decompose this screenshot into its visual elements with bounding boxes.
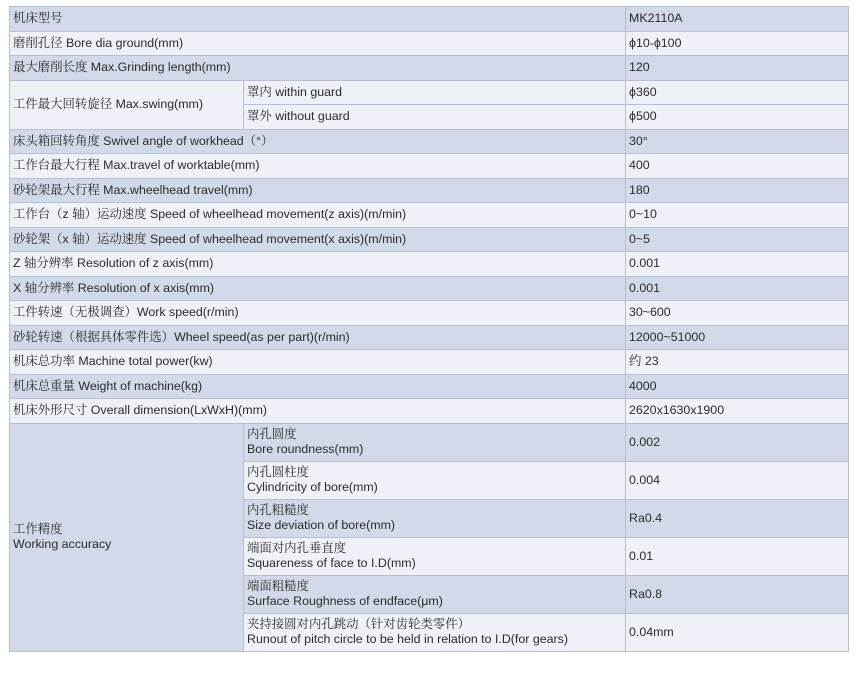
row-value: 400 [626,154,849,179]
accuracy-item [244,423,626,461]
row-value: 12000~51000 [626,325,849,350]
accuracy-label-cn: 工作精度 [13,522,63,536]
row-value: 0.001 [626,252,849,277]
row-label: 机床总重量 Weight of machine(kg) [10,374,626,399]
accuracy-item [244,499,626,537]
accuracy-item [244,575,626,613]
swing-sub-label: 罩内 within guard [244,80,626,105]
row-label: 工件转速（无极调查）Work speed(r/min) [10,301,626,326]
row-value: 180 [626,178,849,203]
table-row [10,301,849,326]
row-value: ϕ360 [626,80,849,105]
accuracy-item-en: Surface Roughness of endface(μm) [247,594,443,608]
row-value: 0.01 [626,537,849,575]
row-value: ϕ10-ϕ100 [626,31,849,56]
row-value: 0~10 [626,203,849,228]
accuracy-item [244,537,626,575]
accuracy-label [10,423,244,651]
table-row [10,252,849,277]
row-label: 机床总功率 Machine total power(kw) [10,350,626,375]
table-row [10,7,849,32]
table-row [10,399,849,424]
row-label: 工作台最大行程 Max.travel of worktable(mm) [10,154,626,179]
spec-table-container [9,6,848,652]
row-label: 床头箱回转角度 Swivel angle of workhead（°） [10,129,626,154]
table-row [10,178,849,203]
accuracy-label-en: Working accuracy [13,537,112,551]
accuracy-item-cn: 夹持接圆对内孔跳动（针对齿轮类零件） [247,617,471,631]
row-label: 机床外形尺寸 Overall dimension(LxWxH)(mm) [10,399,626,424]
row-value: 120 [626,56,849,81]
accuracy-item-en: Size deviation of bore(mm) [247,518,396,532]
table-row [10,227,849,252]
row-value: Ra0.4 [626,499,849,537]
row-value: 0.002 [626,423,849,461]
row-value: ϕ500 [626,105,849,130]
accuracy-item-cn: 端面对内孔垂直度 [247,541,347,555]
table-row [10,423,849,461]
accuracy-item-en: Squareness of face to I.D(mm) [247,556,416,570]
row-label: 工作台（z 轴）运动速度 Speed of wheelhead movement(z axis)(m/min) [10,203,626,228]
accuracy-item-cn: 内孔粗糙度 [247,503,309,517]
table-row [10,56,849,81]
row-label: 砂轮架最大行程 Max.wheelhead travel(mm) [10,178,626,203]
row-label: 机床型号 [10,7,626,32]
accuracy-item-en: Bore roundness(mm) [247,442,364,456]
accuracy-item [244,613,626,651]
accuracy-item-en: Cylindricity of bore(mm) [247,480,378,494]
row-value: Ra0.8 [626,575,849,613]
row-label: 磨削孔径 Bore dia ground(mm) [10,31,626,56]
accuracy-item-en: Runout of pitch circle to be held in relation to I.D(for gears) [247,632,568,646]
swing-label: 工件最大回转旋径 Max.swing(mm) [10,80,244,129]
row-value: 4000 [626,374,849,399]
table-row [10,276,849,301]
row-label: X 轴分辨率 Resolution of x axis(mm) [10,276,626,301]
row-label: 砂轮架（x 轴）运动速度 Speed of wheelhead movement(x axis)(m/min) [10,227,626,252]
row-value: MK2110A [626,7,849,32]
row-value: 30~600 [626,301,849,326]
row-value: 2620x1630x1900 [626,399,849,424]
accuracy-item-cn: 内孔圆柱度 [247,465,309,479]
table-row [10,350,849,375]
table-row [10,31,849,56]
table-row [10,203,849,228]
table-row [10,154,849,179]
row-value: 0.001 [626,276,849,301]
accuracy-item-cn: 端面粗糙度 [247,579,309,593]
row-value: 0.004 [626,461,849,499]
row-value: 约 23 [626,350,849,375]
row-value: 0.04mm [626,613,849,651]
table-row [10,129,849,154]
spec-table [9,6,849,652]
row-label: Z 轴分辨率 Resolution of z axis(mm) [10,252,626,277]
table-row [10,374,849,399]
accuracy-item [244,461,626,499]
row-value: 30° [626,129,849,154]
swing-sub-label: 罩外 without guard [244,105,626,130]
row-label: 砂轮转速（根据具体零件选）Wheel speed(as per part)(r/min) [10,325,626,350]
row-value: 0~5 [626,227,849,252]
table-row [10,325,849,350]
accuracy-item-cn: 内孔圆度 [247,427,297,441]
table-row [10,80,849,105]
row-label: 最大磨削长度 Max.Grinding length(mm) [10,56,626,81]
